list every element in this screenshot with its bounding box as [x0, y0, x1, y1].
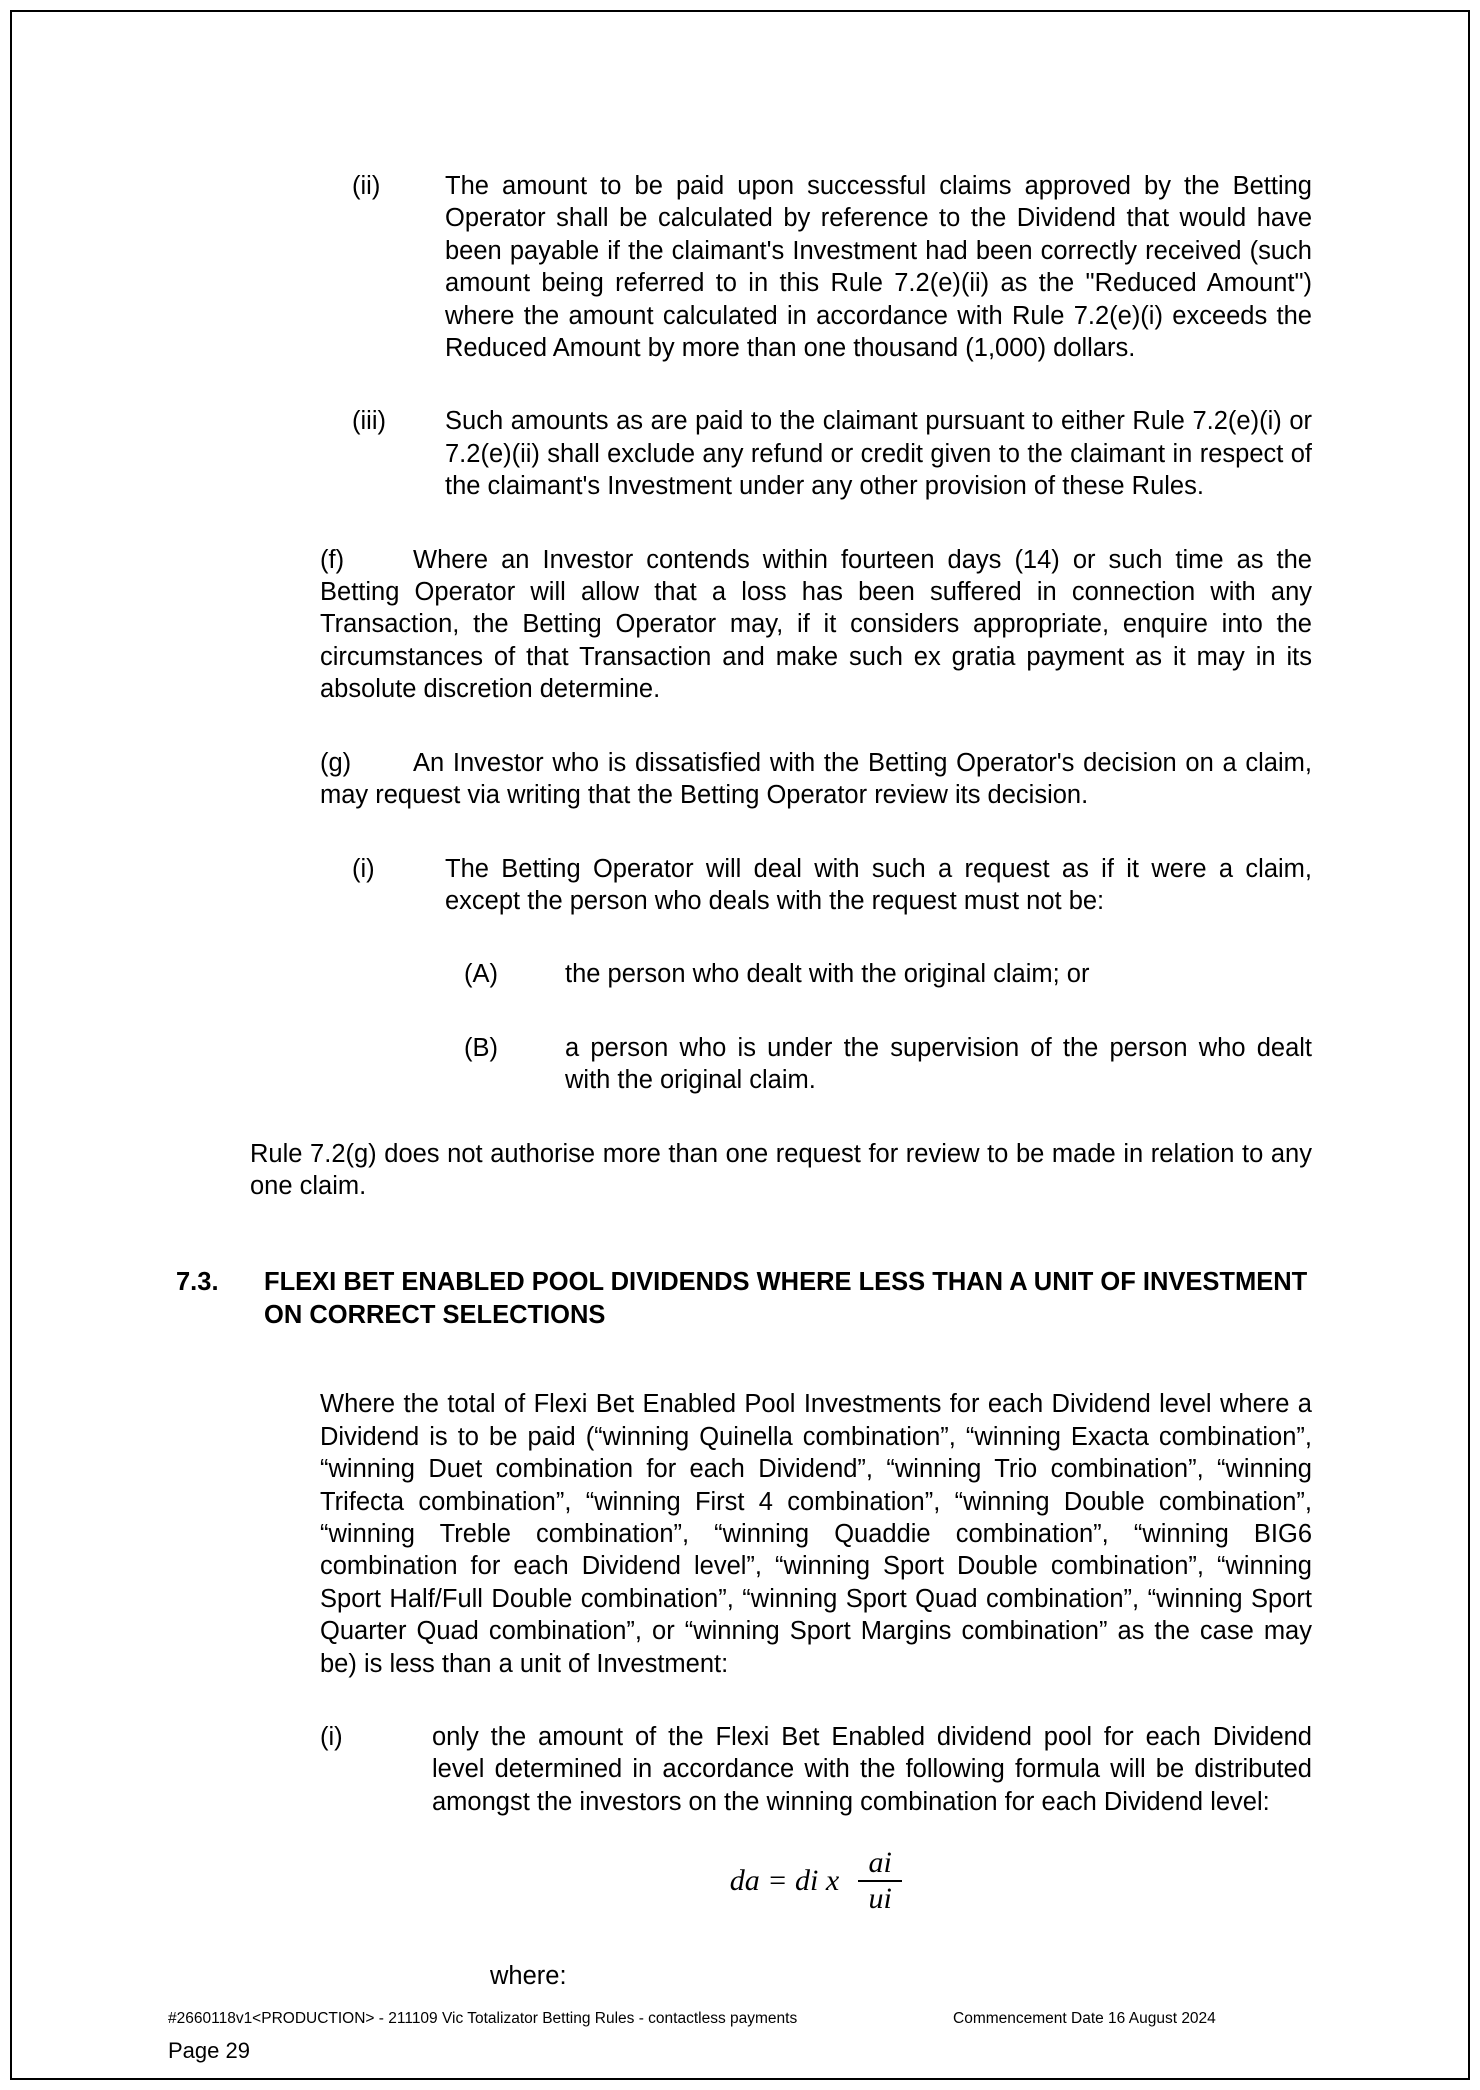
clause-f — [320, 544, 1312, 706]
clause-iii — [352, 405, 1312, 502]
section-7-3-intro — [320, 1388, 1312, 1680]
formula-block — [320, 1818, 1312, 1914]
section-7-3-item-i-text: only the amount of the Flexi Bet Enabled dividend pool for each Dividend level determined in accordance with the following formula will be distributed amongst the investors on the winning combination for each Dividend level: — [432, 1723, 1312, 1816]
clause-g-i — [352, 853, 1312, 918]
clause-g-i-b — [464, 1032, 1312, 1097]
clause-f-marker: (f) — [320, 545, 345, 574]
section-7-3-item-i — [320, 1721, 1312, 1818]
section-7-3-intro-text: Where the total of Flexi Bet Enabled Pool Investments for each Dividend level where a Dividend is to be paid (“winning Quinella combination”, “winning Exacta combination”, “winning Duet combination for each Dividend”, “winning Trio combination”, “winning Trifecta combination”, “winning First 4 combination”, “winning Double combination”, “winning Treble combination”, “winning Quaddie combination”, “winning BIG6 combination for each Dividend level”, “winning Sport Double combination”, “winning Sport Half/Full Double combination”, “winning Sport Quad combination”, “winning Sport Quarter Quad combination”, or “winning Sport Margins combination” as the case may be) is less than a unit of Investment: — [320, 1390, 1312, 1678]
formula-fraction — [858, 1848, 902, 1914]
formula-denominator: ui — [868, 1882, 892, 1916]
clause-g-i-b-text: a person who is under the supervision of the person who dealt with the original claim. — [565, 1033, 1312, 1095]
where-label: where: — [490, 1962, 567, 1991]
clause-g — [320, 747, 1312, 812]
clause-ii-marker: (ii) — [352, 172, 381, 200]
footer-row — [168, 2009, 1312, 2031]
formula-numerator: ai — [868, 1846, 892, 1880]
footer-document-id: #2660118v1<PRODUCTION> - 211109 Vic Totalizator Betting Rules - contactless payments — [168, 2010, 798, 2027]
clause-g-i-a-marker: (A) — [464, 960, 498, 989]
clause-ii-text: The amount to be paid upon successful claims approved by the Betting Operator shall be calculated by reference to the Dividend that would have been payable if the claimant's Investment had been correctly received (such amount being referred to in this Rule 7.2(e)(ii) as the "Reduced Amount") where the amount calculated in accordance with Rule 7.2(e)(i) exceeds the Reduced Amount by more than one thousand (1,000) dollars. — [445, 172, 1312, 363]
section-7-3-item-i-marker: (i) — [320, 1723, 343, 1751]
footer-commencement-date: Commencement Date 16 August 2024 — [953, 2010, 1216, 2027]
clause-ii — [352, 170, 1312, 364]
clause-g-i-text: The Betting Operator will deal with such a request as if it were a claim, except the person who deals with the request must not be: — [445, 854, 1312, 915]
section-7-3-number: 7.3. — [176, 1268, 219, 1297]
section-7-3-title: FLEXI BET ENABLED POOL DIVIDENDS WHERE LESS THAN A UNIT OF INVESTMENT ON CORRECT SELECTIONS — [264, 1268, 1308, 1330]
clause-g-i-a-text: the person who dealt with the original claim; or — [565, 960, 1090, 989]
clause-g-i-marker: (i) — [352, 854, 375, 883]
clause-f-text: Where an Investor contends within fourteen days (14) or such time as the Betting Operator will allow that a loss has been suffered in connection with any Transaction, the Betting Operator may, if it considers appropriate, enquire into the circumstances of that Transaction and make such ex gratia payment as it may in its absolute discretion determine. — [320, 545, 1312, 704]
clause-iii-text: Such amounts as are paid to the claimant pursuant to either Rule 7.2(e)(i) or 7.2(e)(ii) shall exclude any refund or credit given to the claimant in respect of the claimant's Investment under any other provision of these Rules. — [445, 407, 1312, 501]
clause-closing — [250, 1138, 1312, 1203]
clause-g-text: An Investor who is dissatisfied with the Betting Operator's decision on a claim, may request via writing that the Betting Operator review its decision. — [320, 748, 1312, 810]
clause-closing-text: Rule 7.2(g) does not authorise more than one request for review to be made in relation to any one claim. — [250, 1139, 1312, 1200]
section-7-3-heading — [176, 1266, 1312, 1332]
clause-g-i-b-marker: (B) — [464, 1033, 498, 1062]
clause-iii-marker: (iii) — [352, 407, 386, 436]
clause-g-marker: (g) — [320, 748, 352, 777]
page-footer — [0, 2009, 1480, 2090]
formula-lhs: da = di x — [729, 1864, 840, 1898]
footer-page-number: Page 29 — [168, 2038, 250, 2063]
clause-g-i-a — [464, 958, 1312, 990]
dividend-formula — [730, 1848, 902, 1914]
